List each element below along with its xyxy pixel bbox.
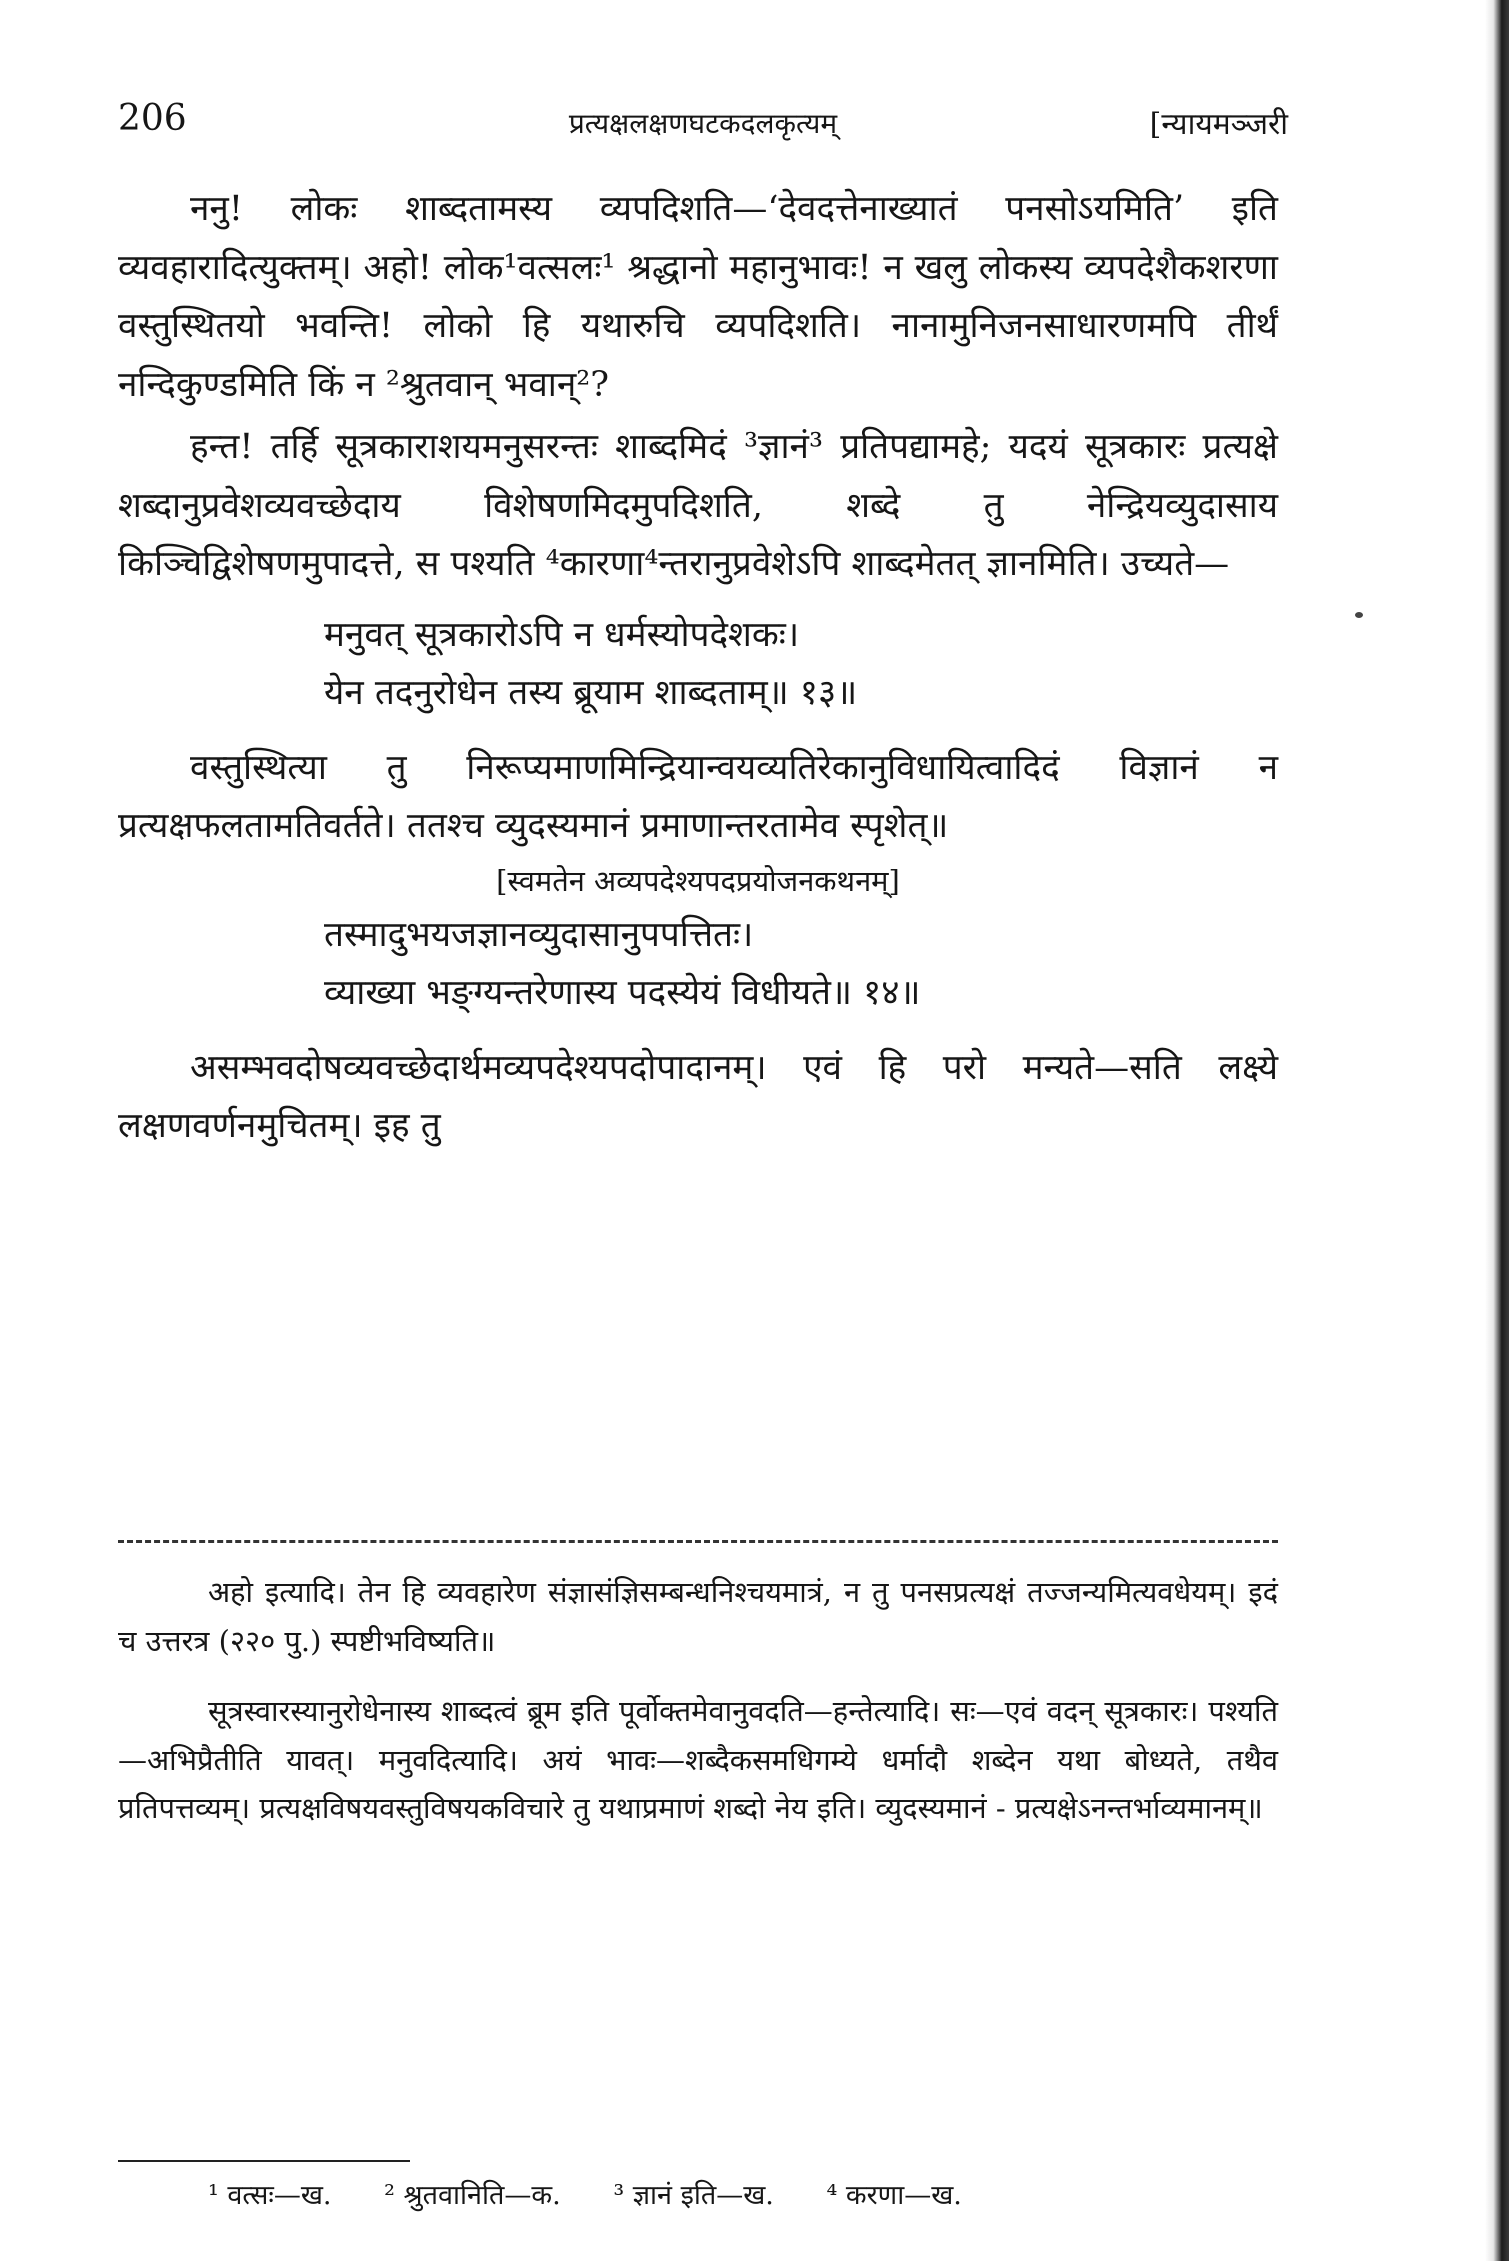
commentary [118,1568,1278,1833]
paragraph-4: असम्भवदोषव्यवच्छेदार्थमव्यपदेश्यपदोपादानम्। एवं हि परो मन्यते—सति लक्ष्ये लक्षणवर्णनमुचितम्। इह तु [118,1047,1278,1146]
running-header [118,98,1288,148]
page-number: 206 [118,98,187,139]
commentary-divider [118,1540,1278,1543]
verse-14-line-1: तस्मादुभयजज्ञानव्युदासानुपपत्तितः। [324,914,754,955]
footnote-1: ¹ वत्सः—ख. [208,2180,332,2211]
verse-13-line-1: मनुवत् सूत्रकारोऽपि न धर्मस्योपदेशकः। [324,614,800,655]
section-title: प्रत्यक्षलक्षणघटकदलकृत्यम् [568,107,838,140]
footnote-3: ³ ज्ञानं इति—ख. [613,2180,774,2211]
footnote-4: ⁴ करणा—ख. [826,2180,962,2211]
verse-13 [118,606,1278,723]
paragraph-1: ननु! लोकः शाब्दतामस्य व्यपदिशति—‘देवदत्तेनाख्यातं पनसोऽयमिति’ इति व्यवहारादित्युक्तम्। अहो! लोक¹वत्सलः¹ श्रद्धानो महानुभावः! न खलु लोकस्य व्यपदेशैकशरणा वस्तुस्थितयो भवन्ति! लोको हि यथारुचि व्यपदिशति। नानामुनिजनसाधारणमपि तीर्थं नन्दिकुण्डमिति किं न ²श्रुतवान् भवान्²? [118,189,1278,405]
section-heading: [स्वमतेन अव्यपदेश्यपदप्रयोजनकथनम्] [496,863,900,898]
commentary-paragraph-2: सूत्रस्वारस्यानुरोधेनास्य शाब्दत्वं ब्रूम इति पूर्वोक्तमेवानुवदति—हन्तेत्यादि। सः—एवं वदन् सूत्रकारः। पश्यति—अभिप्रैतीति यावत्। मनुवदित्यादि। अयं भावः—शब्दैकसमधिगम्ये धर्मादौ शब्देन यथा बोध्यते, तथैव प्रतिपत्तव्यम्। प्रत्यक्षविषयवस्तुविषयकविचारे तु यथाप्रमाणं शब्दो नेय इति। व्युदस्यमानं - प्रत्यक्षेऽनन्तर्भाव्यमानम्॥ [118,1694,1278,1825]
paragraph-3: वस्तुस्थित्या तु निरूप्यमाणमिन्द्रियान्वयव्यतिरेकानुविधायित्वादिदं विज्ञानं न प्रत्यक्षफलतामतिवर्तते। ततश्च व्युदस्यमानं प्रमाणान्तरतामेव स्पृशेत्॥ [118,747,1278,846]
main-text [118,180,1278,1156]
paragraph-2: हन्त! तर्हि सूत्रकाराशयमनुसरन्तः शाब्दमिदं ³ज्ञानं³ प्रतिपद्यामहे; यदयं सूत्रकारः प्रत्यक्षे शब्दानुप्रवेशव्यवच्छेदाय विशेषणमिदमुपदिशति, शब्दे तु नेन्द्रियव्युदासाय किञ्चिद्विशेषणमुपादत्ते, स पश्यति ⁴कारणा⁴न्तरानुप्रवेशेऽपि शाब्दमेतत् ज्ञानमिति। उच्यते— [118,427,1278,584]
verse-13-line-2: येन तदनुरोधेन तस्य ब्रूयाम शाब्दताम्॥ १३॥ [324,673,858,713]
book-title: [न्यायमञ्जरी [1149,107,1288,142]
footnote-2: ² श्रुतवानिति—क. [384,2180,561,2211]
footnotes [208,2176,1268,2216]
print-speck [1355,612,1363,618]
commentary-paragraph-1: अहो इत्यादि। तेन हि व्यवहारेण संज्ञासंज्ञिसम्बन्धनिश्चयमात्रं, न तु पनसप्रत्यक्षं तज्जन्यमित्यवधेयम्। इदं च उत्तरत्र (२२० पु.) स्पष्टीभविष्यति॥ [118,1575,1278,1658]
footnote-rule [118,2160,410,2162]
verse-14-line-2: व्याख्या भङ्ग्यन्तरेणास्य पदस्येयं विधीयते॥ १४॥ [324,973,921,1013]
verse-14 [118,906,1278,1023]
page-edge-shadow [1485,0,1509,2261]
